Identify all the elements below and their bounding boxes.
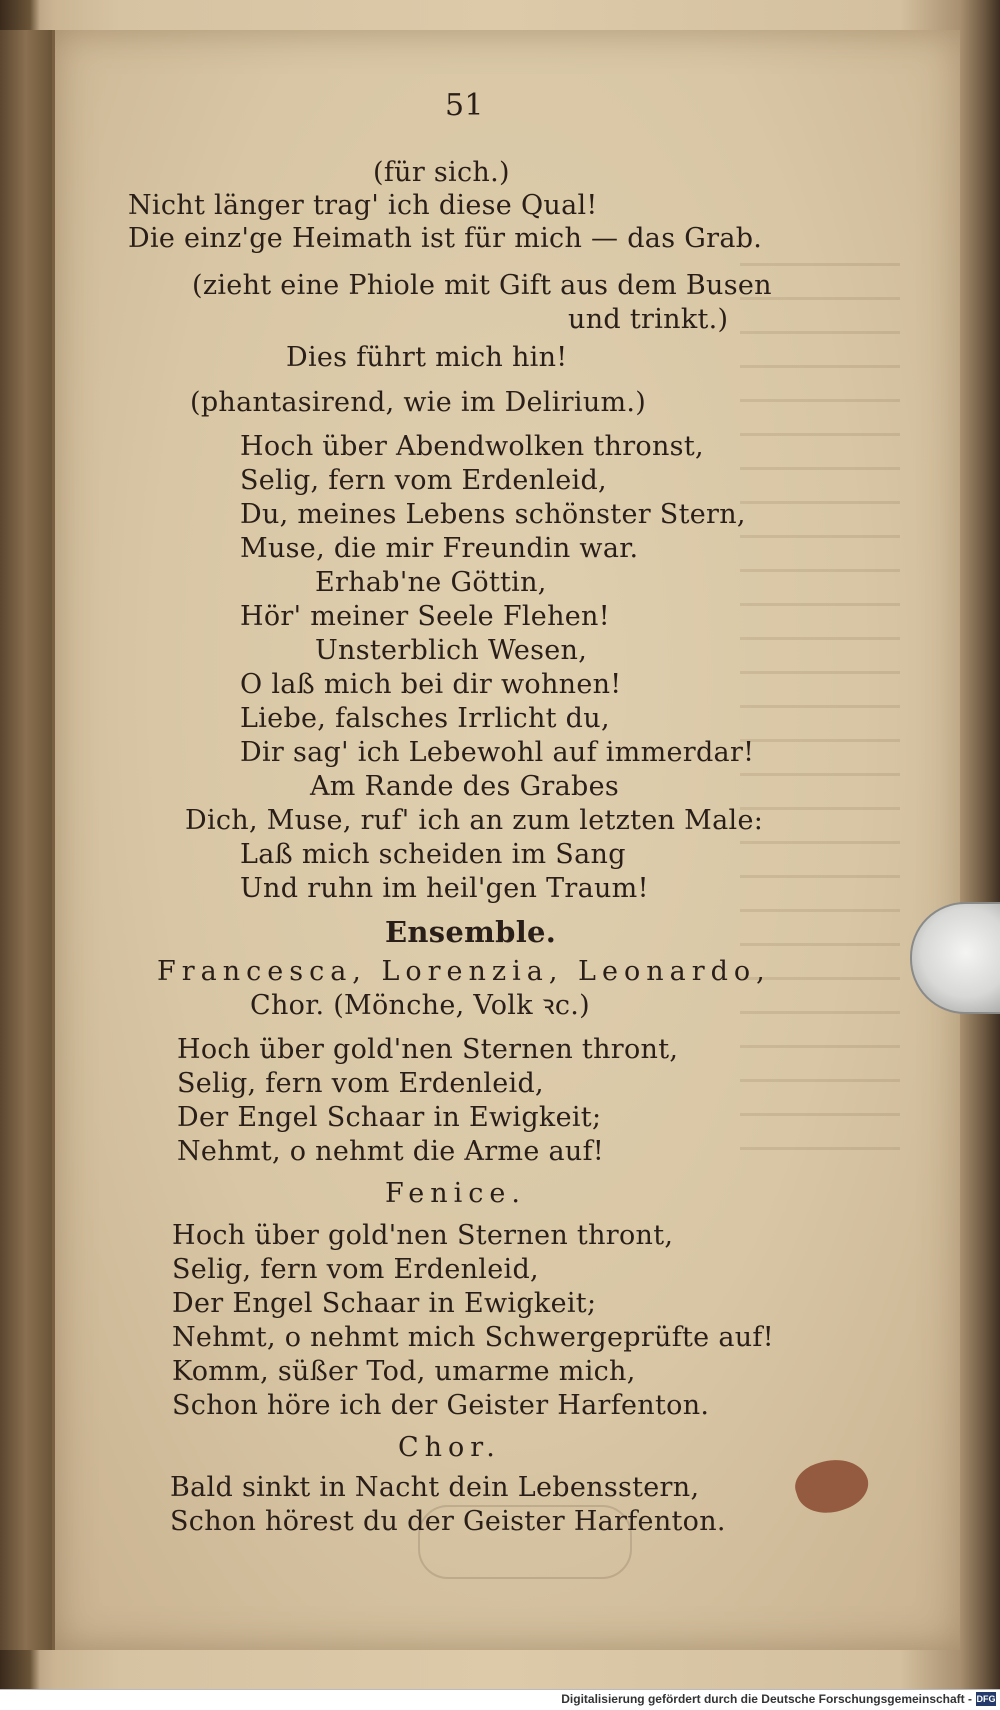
section-heading-ensemble: Ensemble.	[385, 915, 557, 949]
verse-line: Dies führt mich hin!	[286, 342, 568, 373]
verse-line: Komm, süßer Tod, umarme mich,	[172, 1356, 636, 1387]
character-list: Francesca, Lorenzia, Leonardo,	[157, 956, 771, 987]
verse-line: Nehmt, o nehmt mich Schwergeprüfte auf!	[172, 1322, 774, 1353]
page-number: 51	[445, 88, 484, 123]
speaker-fenice: Fenice.	[385, 1178, 526, 1209]
verse-line: Selig, fern vom Erdenleid,	[172, 1254, 539, 1285]
verse-line: Hoch über gold'nen Sternen thront,	[177, 1034, 679, 1065]
footer-bar	[0, 1689, 1000, 1710]
verse-line: Dir sag' ich Lebewohl auf immerdar!	[240, 737, 755, 768]
verse-line: Selig, fern vom Erdenleid,	[177, 1068, 544, 1099]
stage-direction: (für sich.)	[373, 157, 510, 188]
stage-direction: (phantasirend, wie im Delirium.)	[190, 387, 647, 418]
verse-line: Dich, Muse, ruf' ich an zum letzten Male:	[185, 805, 764, 836]
verse-line: Unsterblich Wesen,	[315, 635, 588, 666]
verse-line: Laß mich scheiden im Sang	[240, 839, 626, 870]
verse-line: Muse, die mir Freundin war.	[240, 533, 639, 564]
verse-line: Nehmt, o nehmt die Arme auf!	[177, 1136, 605, 1167]
verse-line: Bald sinkt in Nacht dein Lebensstern,	[170, 1472, 700, 1503]
verse-line: Und ruhn im heil'gen Traum!	[240, 873, 649, 904]
verse-line: Nicht länger trag' ich diese Qual!	[128, 190, 598, 221]
verse-line: Schon höre ich der Geister Harfenton.	[172, 1390, 710, 1421]
verse-line: Der Engel Schaar in Ewigkeit;	[172, 1288, 597, 1319]
verse-line: O laß mich bei dir wohnen!	[240, 669, 622, 700]
verse-line: Erhab'ne Göttin,	[315, 567, 547, 598]
previous-page-edge	[0, 30, 54, 1650]
dfg-logo: DFG	[976, 1694, 996, 1704]
verse-line: Am Rande des Grabes	[310, 771, 620, 802]
verse-line: Liebe, falsches Irrlicht du,	[240, 703, 610, 734]
verse-line: Du, meines Lebens schönster Stern,	[240, 499, 746, 530]
verse-line: Hör' meiner Seele Flehen!	[240, 601, 610, 632]
verse-line: Hoch über gold'nen Sternen thront,	[172, 1220, 674, 1251]
speaker-chor: Chor.	[398, 1432, 501, 1463]
character-list: Chor. (Mönche, Volk ꝛc.)	[250, 990, 590, 1021]
digitization-credit: Digitalisierung gefördert durch die Deutsche Forschungsgemeinschaft -	[561, 1692, 972, 1706]
verse-line: Schon hörest du der Geister Harfenton.	[170, 1506, 726, 1537]
verse-line: Die einz'ge Heimath ist für mich — das Grab.	[128, 223, 763, 254]
stage-direction: (zieht eine Phiole mit Gift aus dem Busen	[192, 270, 772, 301]
verse-line: Hoch über Abendwolken thronst,	[240, 431, 704, 462]
verse-line: Selig, fern vom Erdenleid,	[240, 465, 607, 496]
verse-line: Der Engel Schaar in Ewigkeit;	[177, 1102, 602, 1133]
stage-direction: und trinkt.)	[568, 304, 729, 335]
